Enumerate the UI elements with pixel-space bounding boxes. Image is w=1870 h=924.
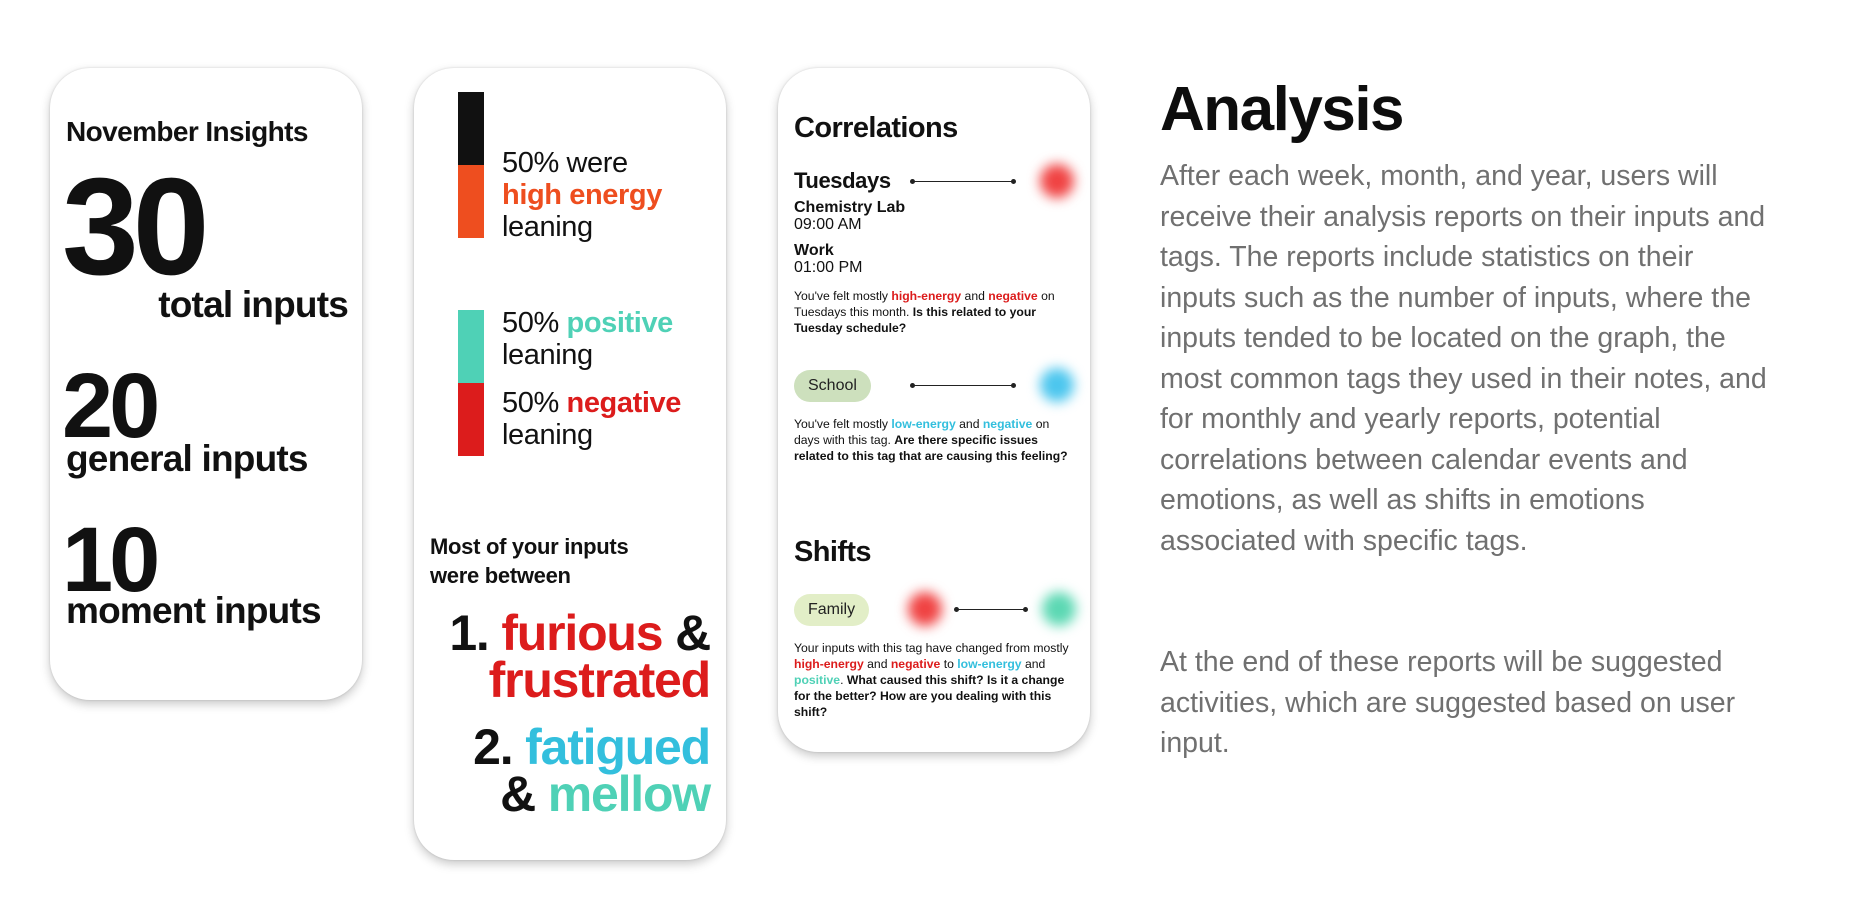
text-segment: Is this related to your Tuesday schedule? xyxy=(794,305,1037,335)
connector-line xyxy=(912,385,1014,386)
tag-school[interactable]: School xyxy=(794,370,871,402)
shifts-title: Shifts xyxy=(794,536,871,568)
emotion-stats-card xyxy=(414,68,726,860)
rank-2-word-b: mellow xyxy=(547,766,710,822)
text-segment: What caused this shift? Is it a change for the better? How are you dealing with this shift? xyxy=(794,673,1065,719)
text-segment: positive xyxy=(794,673,841,687)
insights-summary-card xyxy=(50,68,362,700)
high-energy-negative-blob xyxy=(908,592,942,626)
subtitle-line-1: Most of your inputs xyxy=(430,534,629,559)
text-segment: on days with this tag. xyxy=(794,417,1050,447)
text-segment: and xyxy=(1021,657,1046,671)
text-segment: and xyxy=(863,657,891,671)
negative-highlight: negative xyxy=(566,387,681,419)
connector-line xyxy=(912,181,1014,182)
subtitle-line-2: were between xyxy=(430,563,571,588)
moment-inputs-label: moment inputs xyxy=(66,590,321,631)
event-1-time: 09:00 AM xyxy=(794,216,862,233)
rank-2-emotions xyxy=(473,719,710,822)
text-segment: negative xyxy=(890,657,941,671)
text-segment: to xyxy=(940,657,958,671)
general-inputs-value: 20 xyxy=(62,355,157,457)
positive-pct: 50% xyxy=(502,307,559,339)
text-segment: . xyxy=(840,673,847,687)
rank-1-word-b: frustrated xyxy=(488,652,710,708)
energy-bar-high-segment xyxy=(458,165,484,238)
tuesday-insight-text xyxy=(794,288,1078,336)
tag-family[interactable]: Family xyxy=(794,594,869,626)
rank-2-amp: & xyxy=(500,766,535,822)
positive-suffix: leaning xyxy=(502,339,593,371)
rank-1-amp: & xyxy=(675,605,710,661)
positive-highlight: positive xyxy=(566,307,673,339)
energy-suffix: leaning xyxy=(502,211,593,243)
energy-bar-other-segment xyxy=(458,92,484,165)
text-segment: low-energy xyxy=(891,417,956,431)
rank-1-emotions xyxy=(449,605,710,708)
event-2-time: 01:00 PM xyxy=(794,259,863,276)
high-energy-negative-blob xyxy=(1040,164,1074,198)
valence-bar-positive-segment xyxy=(458,310,484,383)
analysis-paragraph-1: After each week, month, and year, users will receive their analysis reports on their inputs and tags. The reports include statistics on their inputs such as the number of inputs, where the inputs tended to be located on the graph, the most common tags they used in their notes, and for monthly and yearly reports, potential correlations between calendar events and emotions, as well as shifts in emotions associated with specific tags. xyxy=(1160,160,1767,557)
valence-bar xyxy=(458,310,484,456)
low-energy-positive-blob xyxy=(1042,592,1076,626)
rank-2-word-a: fatigued xyxy=(525,719,710,775)
energy-pct: 50% were xyxy=(502,147,628,179)
total-inputs-value: 30 xyxy=(62,150,204,304)
total-inputs-label: total inputs xyxy=(158,284,348,325)
text-segment: Your inputs with this tag have changed from mostly xyxy=(794,641,1069,655)
moment-inputs-value: 10 xyxy=(62,509,157,611)
top-emotions-subtitle xyxy=(430,532,628,590)
text-segment: high-energy xyxy=(891,289,962,303)
positive-stat xyxy=(502,307,673,371)
text-segment: and xyxy=(961,289,989,303)
school-insight-text xyxy=(794,416,1078,464)
family-insight-text xyxy=(794,640,1078,720)
energy-stat xyxy=(502,147,662,243)
low-energy-negative-blob xyxy=(1040,368,1074,402)
text-segment: negative xyxy=(988,289,1038,303)
event-2-name: Work xyxy=(794,242,834,259)
correlations-card xyxy=(778,68,1090,752)
text-segment: You've felt mostly xyxy=(794,289,892,303)
text-segment: and xyxy=(955,417,983,431)
valence-bar-negative-segment xyxy=(458,383,484,456)
card-title: November Insights xyxy=(66,116,308,147)
text-segment: low-energy xyxy=(957,657,1022,671)
text-segment: high-energy xyxy=(794,657,864,671)
event-1-name: Chemistry Lab xyxy=(794,199,906,216)
text-segment: negative xyxy=(982,417,1033,431)
text-segment: on Tuesdays this month. xyxy=(794,289,1055,319)
rank-1-word-a: furious xyxy=(501,605,663,661)
negative-pct: 50% xyxy=(502,387,559,419)
negative-stat xyxy=(502,387,681,451)
analysis-heading: Analysis xyxy=(1160,75,1404,144)
negative-suffix: leaning xyxy=(502,419,593,451)
correlations-title: Correlations xyxy=(794,112,958,144)
shift-arrow-line xyxy=(956,609,1026,610)
day-label: Tuesdays xyxy=(794,168,891,193)
rank-2-number: 2. xyxy=(473,719,513,775)
analysis-paragraph-2: At the end of these reports will be suggested activities, which are suggested based on user input. xyxy=(1160,646,1736,759)
rank-1-number: 1. xyxy=(449,605,489,661)
energy-bar xyxy=(458,92,484,238)
general-inputs-label: general inputs xyxy=(66,438,308,479)
text-segment: Are there specific issues related to this tag that are causing this feeling? xyxy=(794,433,1068,463)
text-segment: You've felt mostly xyxy=(794,417,892,431)
energy-highlight: high energy xyxy=(502,179,662,211)
